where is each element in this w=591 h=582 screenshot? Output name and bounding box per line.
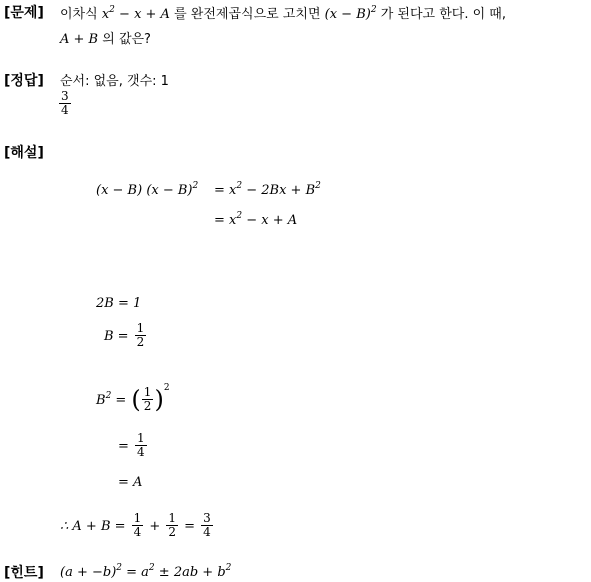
problem-expr-1: $x^2 - x + A$ — [101, 5, 170, 22]
problem-text-2: 를 완전제곱식으로 고치면 — [174, 7, 321, 22]
eq6 — [118, 432, 148, 459]
final-f1-num: 1 — [133, 511, 142, 525]
problem-line-2 — [60, 31, 151, 49]
answer-fraction — [58, 90, 72, 117]
eq4-left: B = — [104, 329, 129, 344]
final-line — [60, 512, 214, 539]
problem-text-3: 가 된다고 한다. 이 때, — [380, 7, 506, 22]
problem-text-1: 이차식 — [60, 7, 98, 22]
final-plus: + — [149, 519, 161, 534]
problem-label: [문제] — [4, 5, 44, 21]
eq6-den: 4 — [137, 445, 145, 459]
eq5-left: $B^2$ = — [96, 391, 127, 408]
eq4 — [104, 322, 147, 349]
problem-expr-2: $(x - B)^2$ — [324, 5, 377, 22]
answer-frac-num: 3 — [61, 89, 69, 103]
eq1-left: (x − B) $(x - B)^2$ — [96, 181, 199, 198]
eq5-num: 1 — [143, 385, 152, 399]
eq3: 2B = 1 — [96, 296, 142, 311]
eq4-den: 2 — [136, 335, 145, 349]
hint-text: $(a + -b)^2 = a^2 \pm 2ab + b^2$ — [60, 563, 232, 580]
solution-label: [해설] — [4, 145, 44, 161]
final-f2-num: 1 — [168, 511, 176, 525]
eq5-den: 2 — [143, 399, 152, 413]
answer-frac-den: 4 — [61, 103, 69, 117]
eq6-left: = — [118, 439, 129, 454]
problem-expr-3: A + B — [60, 32, 99, 47]
final-eq: = — [184, 519, 195, 534]
final-f3-den: 4 — [203, 525, 211, 539]
eq2-right: = $x^2 - x + A$ — [214, 211, 298, 228]
answer-label: [정답] — [4, 73, 44, 89]
eq1-right: = $x^2 - 2Bx + B^2$ — [214, 181, 321, 198]
final-left: ∴ A + B = — [60, 519, 126, 534]
final-f2-den: 2 — [168, 525, 176, 539]
final-f1-den: 4 — [133, 525, 142, 539]
eq5-exp: 2 — [163, 383, 170, 393]
eq7: = A — [118, 475, 143, 490]
eq6-num: 1 — [137, 431, 145, 445]
problem-line-1 — [60, 6, 506, 24]
hint-label: [힌트] — [4, 565, 44, 581]
final-f3-num: 3 — [203, 511, 211, 525]
eq5: $B^2$ = ( $\frac{1}{2}$ )$^2$ — [96, 383, 170, 414]
answer-text: 순서: 없음, 갯수: 1 — [60, 74, 169, 89]
problem-text-4: 의 값은? — [102, 32, 151, 47]
eq4-num: 1 — [136, 321, 145, 335]
